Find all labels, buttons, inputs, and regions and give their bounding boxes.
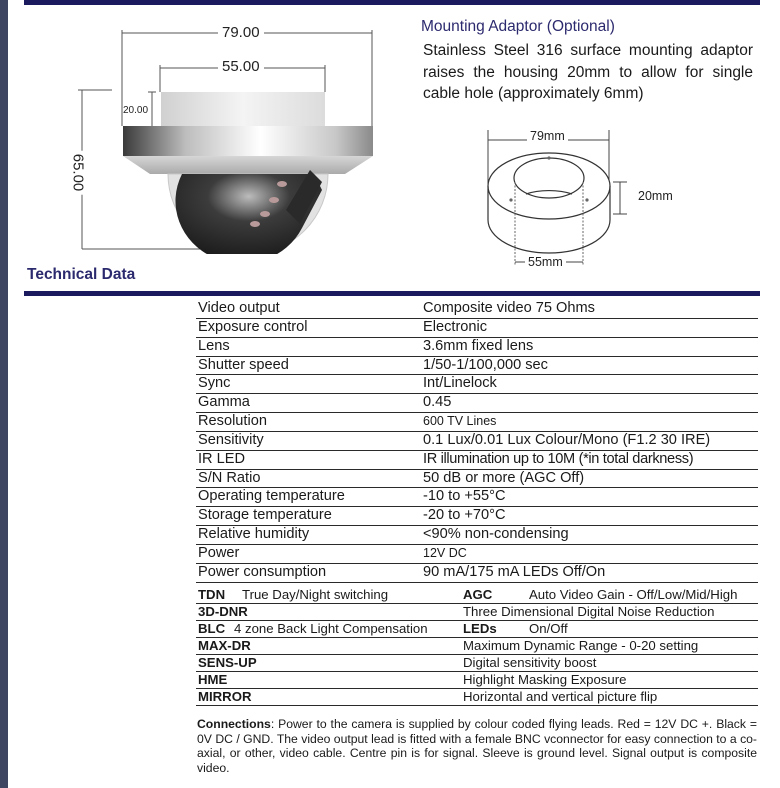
feature-desc: 4 zone Back Light Compensation xyxy=(234,621,428,636)
spec-label: Lens xyxy=(198,337,230,354)
feature-desc: Digital sensitivity boost xyxy=(463,655,597,670)
spec-label: Gamma xyxy=(198,394,250,411)
connections-paragraph xyxy=(197,717,757,775)
ring-diagram xyxy=(470,120,640,275)
feature-desc: Horizontal and vertical picture flip xyxy=(463,689,658,704)
spec-row xyxy=(196,451,758,470)
ring-inner-diameter: 55mm xyxy=(525,255,566,269)
feature-desc: True Day/Night switching xyxy=(242,587,389,602)
feature-row xyxy=(196,655,758,672)
adaptor-title: Mounting Adaptor (Optional) xyxy=(421,18,615,35)
feature-table xyxy=(196,587,758,706)
spec-row xyxy=(196,432,758,451)
ring-outer-diameter: 79mm xyxy=(527,129,568,143)
spec-value: 600 TV Lines xyxy=(423,414,497,429)
spec-row xyxy=(196,394,758,413)
spec-value: Int/Linelock xyxy=(423,375,497,392)
dim-adaptor-height: 20.00 xyxy=(123,105,149,116)
spec-value: 3.6mm fixed lens xyxy=(423,337,534,354)
section-rule xyxy=(24,291,760,296)
feature-code: MAX-DR xyxy=(198,638,251,653)
feature-row xyxy=(196,638,758,655)
technical-data-heading: Technical Data xyxy=(27,266,136,283)
spec-label: Relative humidity xyxy=(198,526,310,543)
ring-height: 20mm xyxy=(635,189,676,203)
spec-value: 0.45 xyxy=(423,394,452,411)
spec-row xyxy=(196,357,758,376)
spec-label: IR LED xyxy=(198,450,246,467)
spec-label: Power consumption xyxy=(198,563,327,580)
spec-row xyxy=(196,470,758,489)
spec-value: <90% non-condensing xyxy=(423,526,569,543)
spec-label: Storage temperature xyxy=(198,507,332,524)
feature-desc: On/Off xyxy=(529,621,568,636)
feature-row xyxy=(196,621,758,638)
feature-row xyxy=(196,587,758,604)
spec-label: Operating temperature xyxy=(198,488,345,505)
spec-row xyxy=(196,319,758,338)
camera-dimension-drawing xyxy=(60,14,390,254)
spec-value: 1/50-1/100,000 sec xyxy=(423,356,548,373)
spec-row xyxy=(196,338,758,357)
spec-value: Composite video 75 Ohms xyxy=(423,300,595,316)
feature-code: BLC xyxy=(198,621,226,636)
feature-row xyxy=(196,672,758,689)
spec-label: Sync xyxy=(198,375,231,392)
spec-value: IR illumination up to 10M (*in total darkness) xyxy=(423,450,694,467)
spec-label: Shutter speed xyxy=(198,356,289,373)
spec-row xyxy=(196,300,758,319)
spec-label: Video output xyxy=(198,300,280,316)
left-stripe xyxy=(0,0,8,788)
feature-desc: Three Dimensional Digital Noise Reduction xyxy=(463,604,715,619)
dim-inner-width: 55.00 xyxy=(218,58,264,75)
feature-code: LEDs xyxy=(463,621,497,636)
feature-row xyxy=(196,689,758,706)
spec-table xyxy=(196,300,758,583)
spec-value: 12V DC xyxy=(423,545,467,560)
spec-label: Sensitivity xyxy=(198,431,264,448)
spec-value: -20 to +70°C xyxy=(423,507,506,524)
feature-desc: Maximum Dynamic Range - 0-20 setting xyxy=(463,638,699,653)
spec-label: S/N Ratio xyxy=(198,469,261,486)
connections-text: : Power to the camera is supplied by colour coded flying leads. Red = 12V DC +. Black = 0V DC / GND. The video output lead is fitted with a female BNC vconnector for easy connection to a co-axial, or other, video cable. Centre pin is for signal. Sleeve is ground level. Signal output is composite video. xyxy=(197,717,757,775)
spec-value: -10 to +55°C xyxy=(423,488,506,505)
spec-label: Resolution xyxy=(198,413,267,430)
feature-code: 3D-DNR xyxy=(198,604,248,619)
spec-label: Exposure control xyxy=(198,318,308,335)
spec-row xyxy=(196,413,758,432)
spec-value: 0.1 Lux/0.01 Lux Colour/Mono (F1.2 30 IRE) xyxy=(423,431,711,448)
connections-label: Connections xyxy=(197,717,271,731)
spec-value: Electronic xyxy=(423,318,488,335)
feature-desc: Auto Video Gain - Off/Low/Mid/High xyxy=(529,587,738,602)
adaptor-description: Stainless Steel 316 surface mounting adaptor raises the housing 20mm to allow for single cable hole (approximately 6mm) xyxy=(423,42,753,102)
spec-value: 90 mA/175 mA LEDs Off/On xyxy=(423,563,606,580)
spec-row xyxy=(196,507,758,526)
feature-desc: Highlight Masking Exposure xyxy=(463,672,627,687)
feature-code: MIRROR xyxy=(198,689,252,704)
top-rule xyxy=(24,0,760,5)
feature-code: AGC xyxy=(463,587,493,602)
feature-code: TDN xyxy=(198,587,226,602)
spec-row xyxy=(196,488,758,507)
dim-outer-width: 79.00 xyxy=(218,24,264,41)
spec-row xyxy=(196,375,758,394)
feature-code: HME xyxy=(198,672,228,687)
spec-label: Power xyxy=(198,544,240,561)
spec-row xyxy=(196,564,758,583)
dim-total-height: 65.00 xyxy=(69,151,86,195)
feature-row xyxy=(196,604,758,621)
spec-value: 50 dB or more (AGC Off) xyxy=(423,469,585,486)
spec-row xyxy=(196,526,758,545)
spec-row xyxy=(196,545,758,564)
feature-code: SENS-UP xyxy=(198,655,257,670)
